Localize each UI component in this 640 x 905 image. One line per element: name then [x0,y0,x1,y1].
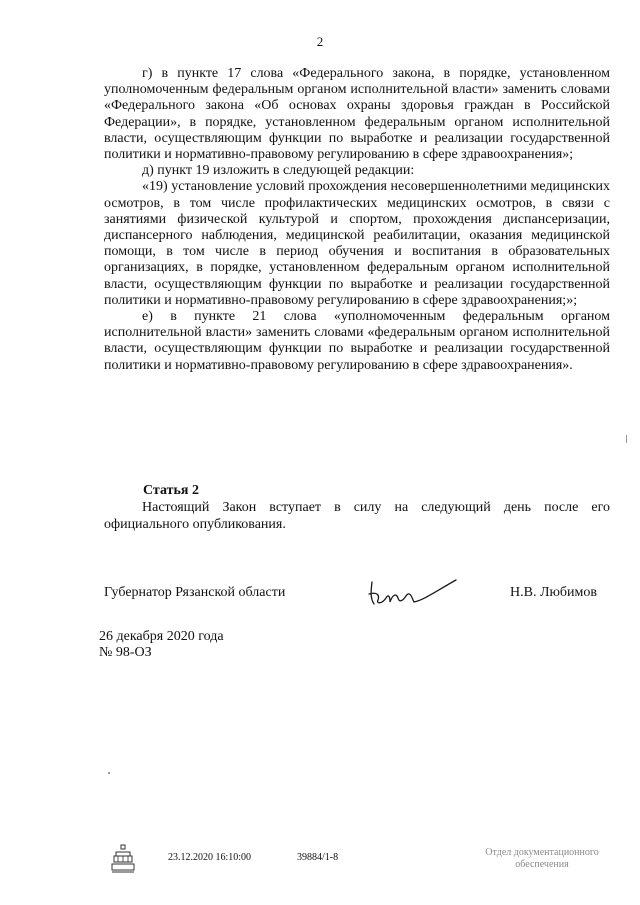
stamp-line-2: обеспечения [515,859,569,870]
department-stamp [467,847,617,871]
paragraph-e: е) в пункте 21 слова «уполномоченным федеральным органом исполнительной власти» заменить словами «федеральным органом исполнительной власти, осуществляющим функции по выработке и реализации государственной политики и нормативно-правовому регулированию в сфере здравоохранения». [104,309,610,373]
registration-datetime: 23.12.2020 16:10:00 [168,852,252,863]
handwritten-signature [366,574,460,610]
amendment-text [104,66,610,374]
registration-footer [0,838,640,888]
page-number: 2 [316,34,324,49]
paragraph-19: «19) установление условий прохождения несовершеннолетними медицинских осмотров, в том числе профилактических медицинских осмотров, в связи с занятиями физической культурой и спортом, прохождения диспансеризации, диспансерного наблюдения, медицинской реабилитации, оказания медицинской помощи, в том числе в период обучения и воспитания в образовательных организациях, в порядке, установленном федеральным органом исполнительной власти, осуществляющим функции по выработке и реализации государственной политики и нормативно-правовому регулированию в сфере здравоохранения;»; [104,179,610,308]
signatory-name: Н.В. Любимов [510,585,597,600]
article-heading: Статья 2 [143,483,199,498]
paragraph-g: г) в пункте 17 слова «Федерального закона, в порядке, установленном уполномоченным федеральным органом исполнительной власти» заменить словами «Федерального закона «Об основах охраны здоровья граждан в Российской Федерации», в порядке, установленном федеральным органом исполнительной власти, осуществляющим функции по выработке и реализации государственной политики и нормативно-правовому регулированию в сфере здравоохранения»; [104,66,610,163]
coat-of-arms-icon [110,844,136,874]
registration-code: 39884/1-8 [297,852,339,863]
document-number: № 98-ОЗ [99,645,152,660]
speck-mark [108,772,110,774]
article-text: Настоящий Закон вступает в силу на следующий день после его официального опубликования. [104,500,610,532]
margin-mark [626,435,627,443]
stamp-line-1: Отдел документационного [485,847,599,858]
document-date: 26 декабря 2020 года [99,629,224,644]
paragraph-d: д) пункт 19 изложить в следующей редакции: [142,163,415,179]
signatory-title: Губернатор Рязанской области [104,585,286,600]
